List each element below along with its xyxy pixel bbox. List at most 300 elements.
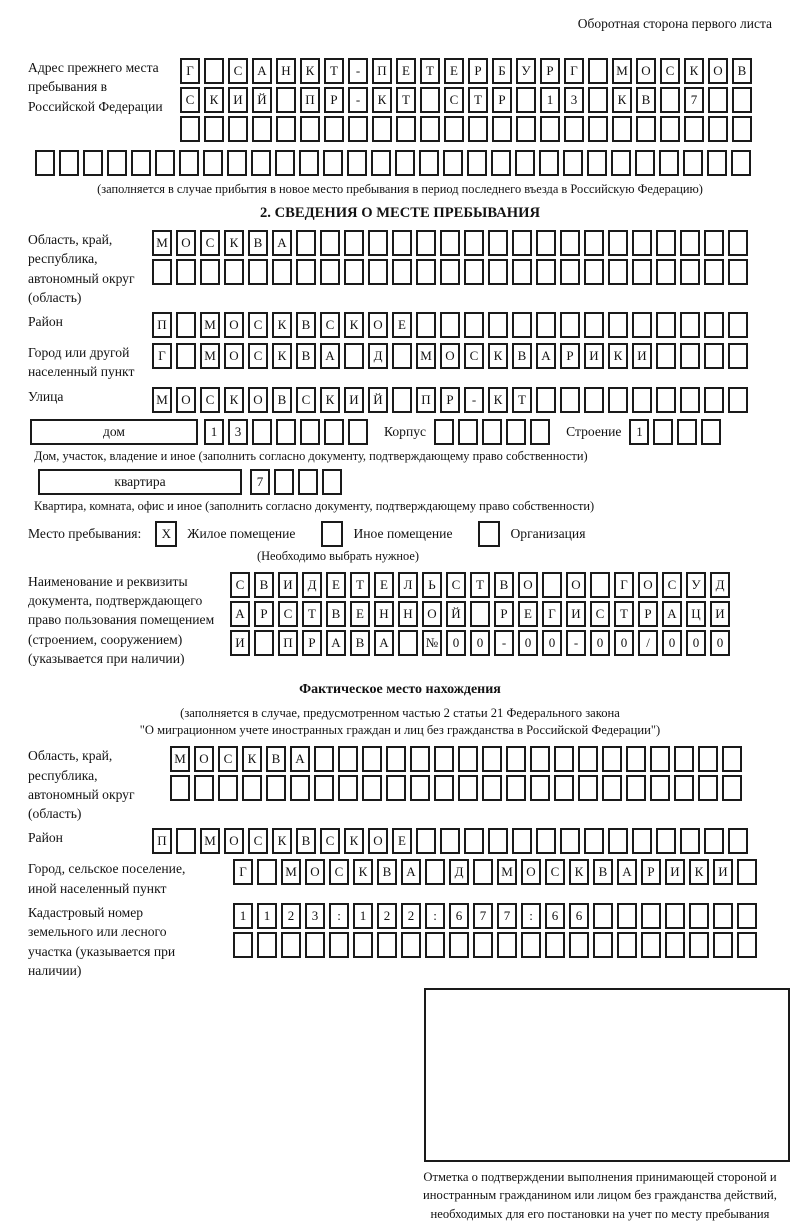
char-cell bbox=[348, 116, 368, 142]
char-cell bbox=[584, 387, 604, 413]
char-cell: В bbox=[326, 601, 346, 627]
char-cell bbox=[420, 116, 440, 142]
char-cell: / bbox=[638, 630, 658, 656]
confirmation-stamp-box bbox=[424, 988, 790, 1162]
previous-address-label: Адрес прежнего места пребывания в Российской Федерации bbox=[28, 60, 163, 114]
actual-location-note-2: "О миграционном учете иностранных граждан и лиц без гражданства в Российской Федерации") bbox=[139, 723, 661, 738]
char-cell bbox=[491, 150, 511, 176]
char-cell bbox=[512, 828, 532, 854]
char-cell bbox=[434, 775, 454, 801]
char-cell: : bbox=[329, 903, 349, 929]
char-cell bbox=[473, 859, 493, 885]
char-cell: - bbox=[348, 87, 368, 113]
char-cell: И bbox=[566, 601, 586, 627]
char-cell bbox=[329, 932, 349, 958]
char-cell bbox=[392, 387, 412, 413]
char-cell: О bbox=[518, 572, 538, 598]
char-cell bbox=[516, 116, 536, 142]
char-cell: 6 bbox=[449, 903, 469, 929]
char-cell: 1 bbox=[257, 903, 277, 929]
district-field bbox=[28, 312, 772, 338]
char-cell: - bbox=[348, 58, 368, 84]
char-cell bbox=[587, 150, 607, 176]
char-cell bbox=[362, 746, 382, 772]
actual-region-row-2 bbox=[170, 775, 742, 801]
char-cell: М bbox=[200, 828, 220, 854]
char-cell: К bbox=[488, 387, 508, 413]
char-cell: 1 bbox=[233, 903, 253, 929]
previous-address-block bbox=[28, 58, 772, 145]
char-cell bbox=[473, 932, 493, 958]
char-cell: О bbox=[636, 58, 656, 84]
page-side-note: Оборотная сторона первого листа bbox=[577, 16, 772, 31]
section2-title: 2. СВЕДЕНИЯ О МЕСТЕ ПРЕБЫВАНИЯ bbox=[259, 205, 540, 221]
char-cell bbox=[569, 932, 589, 958]
char-cell bbox=[416, 259, 436, 285]
char-cell bbox=[545, 932, 565, 958]
char-cell bbox=[344, 259, 364, 285]
char-cell bbox=[698, 746, 718, 772]
char-cell: 7 bbox=[473, 903, 493, 929]
char-cell bbox=[386, 746, 406, 772]
char-cell bbox=[420, 87, 440, 113]
char-cell: С bbox=[200, 230, 220, 256]
char-cell bbox=[392, 230, 412, 256]
previous-address-rows bbox=[180, 58, 752, 145]
char-cell: П bbox=[152, 828, 172, 854]
char-cell bbox=[704, 387, 724, 413]
char-cell bbox=[708, 116, 728, 142]
char-cell: И bbox=[584, 343, 604, 369]
char-cell bbox=[458, 775, 478, 801]
char-cell: У bbox=[686, 572, 706, 598]
char-cell bbox=[324, 419, 344, 445]
char-cell bbox=[704, 343, 724, 369]
char-cell bbox=[59, 150, 79, 176]
char-cell bbox=[276, 116, 296, 142]
char-cell: А bbox=[290, 746, 310, 772]
char-cell: Р bbox=[540, 58, 560, 84]
char-cell bbox=[737, 932, 757, 958]
char-cell: О bbox=[440, 343, 460, 369]
char-cell: И bbox=[710, 601, 730, 627]
char-cell bbox=[506, 775, 526, 801]
char-cell bbox=[563, 150, 583, 176]
char-cell: С bbox=[662, 572, 682, 598]
char-cell: Г bbox=[542, 601, 562, 627]
char-cell bbox=[458, 746, 478, 772]
char-cell: Г bbox=[152, 343, 172, 369]
cadastre-row-2 bbox=[233, 932, 757, 958]
char-cell bbox=[593, 903, 613, 929]
char-cell: О bbox=[176, 230, 196, 256]
apartment-row bbox=[250, 469, 342, 495]
char-cell: Ц bbox=[686, 601, 706, 627]
char-cell bbox=[650, 746, 670, 772]
char-cell: И bbox=[713, 859, 733, 885]
char-cell: Й bbox=[252, 87, 272, 113]
actual-district-row bbox=[152, 828, 748, 854]
char-cell: К bbox=[488, 343, 508, 369]
char-cell: 6 bbox=[545, 903, 565, 929]
char-cell bbox=[588, 116, 608, 142]
char-cell bbox=[228, 116, 248, 142]
ownership-document-row-1 bbox=[230, 572, 730, 598]
char-cell: В bbox=[732, 58, 752, 84]
char-cell: И bbox=[344, 387, 364, 413]
previous-address-note: (заполняется в случае прибытия в новое место пребывания в период последнего въезда в Российскую Федерацию) bbox=[97, 182, 703, 196]
char-cell bbox=[425, 859, 445, 885]
char-cell bbox=[464, 828, 484, 854]
char-cell bbox=[362, 775, 382, 801]
char-cell bbox=[626, 775, 646, 801]
stay-type-label: Место пребывания: bbox=[28, 525, 142, 541]
char-cell bbox=[398, 630, 418, 656]
char-cell: О bbox=[566, 572, 586, 598]
char-cell bbox=[416, 828, 436, 854]
actual-region-label: Область, край, республика, автономный округ (область) bbox=[28, 748, 135, 822]
char-cell bbox=[698, 775, 718, 801]
char-cell bbox=[276, 419, 296, 445]
region-row-1 bbox=[152, 230, 748, 256]
char-cell bbox=[274, 469, 294, 495]
char-cell bbox=[386, 775, 406, 801]
char-cell bbox=[590, 572, 610, 598]
char-cell: 2 bbox=[281, 903, 301, 929]
char-cell: 0 bbox=[542, 630, 562, 656]
stay-option-dwelling-label: Жилое помещение bbox=[187, 525, 296, 541]
stay-option-dwelling-checkbox: X bbox=[155, 521, 177, 547]
char-cell bbox=[530, 775, 550, 801]
char-cell: О bbox=[305, 859, 325, 885]
char-cell bbox=[180, 116, 200, 142]
char-cell bbox=[728, 387, 748, 413]
char-cell: 3 bbox=[228, 419, 248, 445]
char-cell bbox=[449, 932, 469, 958]
char-cell bbox=[554, 746, 574, 772]
char-cell bbox=[252, 116, 272, 142]
actual-region-row-1 bbox=[170, 746, 742, 772]
char-cell: О bbox=[368, 312, 388, 338]
char-cell: Р bbox=[302, 630, 322, 656]
char-cell bbox=[542, 572, 562, 598]
char-cell bbox=[632, 387, 652, 413]
char-cell bbox=[713, 932, 733, 958]
char-cell bbox=[641, 932, 661, 958]
char-cell: 0 bbox=[614, 630, 634, 656]
char-cell bbox=[488, 230, 508, 256]
char-cell bbox=[713, 903, 733, 929]
char-cell bbox=[227, 150, 247, 176]
char-cell: Д bbox=[449, 859, 469, 885]
char-cell bbox=[204, 116, 224, 142]
char-cell: С bbox=[230, 572, 250, 598]
char-cell: П bbox=[278, 630, 298, 656]
char-cell bbox=[680, 387, 700, 413]
char-cell: Т bbox=[614, 601, 634, 627]
char-cell: 3 bbox=[305, 903, 325, 929]
char-cell bbox=[731, 150, 751, 176]
char-cell bbox=[593, 932, 613, 958]
char-cell: О bbox=[224, 343, 244, 369]
char-cell bbox=[506, 419, 526, 445]
char-cell: К bbox=[272, 343, 292, 369]
char-cell bbox=[602, 775, 622, 801]
street-field bbox=[28, 387, 772, 413]
cadastre-label: Кадастровый номер земельного или лесного участка (указывается при наличии) bbox=[28, 905, 176, 978]
char-cell: И bbox=[665, 859, 685, 885]
char-cell: 7 bbox=[497, 903, 517, 929]
char-cell: У bbox=[516, 58, 536, 84]
char-cell: № bbox=[422, 630, 442, 656]
char-cell bbox=[320, 230, 340, 256]
char-cell bbox=[392, 343, 412, 369]
char-cell: Й bbox=[446, 601, 466, 627]
char-cell bbox=[257, 932, 277, 958]
char-cell: М bbox=[416, 343, 436, 369]
char-cell bbox=[468, 116, 488, 142]
char-cell bbox=[602, 746, 622, 772]
char-cell bbox=[482, 419, 502, 445]
char-cell bbox=[176, 828, 196, 854]
char-cell: О bbox=[708, 58, 728, 84]
actual-location-title: Фактическое место нахождения bbox=[299, 682, 501, 698]
char-cell: Е bbox=[396, 58, 416, 84]
char-cell: Т bbox=[324, 58, 344, 84]
char-cell: Е bbox=[350, 601, 370, 627]
char-cell bbox=[560, 312, 580, 338]
char-cell bbox=[660, 87, 680, 113]
char-cell: С bbox=[320, 312, 340, 338]
char-cell: С bbox=[218, 746, 238, 772]
char-cell: С bbox=[228, 58, 248, 84]
char-cell bbox=[233, 932, 253, 958]
previous-address-row-2 bbox=[180, 87, 752, 113]
char-cell: М bbox=[152, 230, 172, 256]
district-row bbox=[152, 312, 748, 338]
char-cell: К bbox=[300, 58, 320, 84]
char-cell bbox=[320, 259, 340, 285]
char-cell: Й bbox=[368, 387, 388, 413]
char-cell bbox=[488, 259, 508, 285]
char-cell bbox=[458, 419, 478, 445]
char-cell: Р bbox=[641, 859, 661, 885]
char-cell bbox=[674, 746, 694, 772]
char-cell bbox=[200, 259, 220, 285]
char-cell: Г bbox=[614, 572, 634, 598]
actual-city-row bbox=[233, 859, 757, 885]
char-cell: Р bbox=[560, 343, 580, 369]
char-cell bbox=[656, 312, 676, 338]
char-cell: Н bbox=[374, 601, 394, 627]
char-cell: 1 bbox=[353, 903, 373, 929]
char-cell bbox=[584, 259, 604, 285]
char-cell bbox=[656, 259, 676, 285]
char-cell bbox=[314, 746, 334, 772]
char-cell: С bbox=[248, 828, 268, 854]
char-cell bbox=[684, 116, 704, 142]
char-cell bbox=[266, 775, 286, 801]
stroenie-label: Строение bbox=[566, 423, 622, 439]
previous-address-row-4 bbox=[35, 150, 772, 176]
char-cell: К bbox=[272, 312, 292, 338]
char-cell bbox=[248, 259, 268, 285]
char-cell bbox=[482, 746, 502, 772]
char-cell bbox=[434, 419, 454, 445]
confirmation-stamp-note: Отметка о подтверждении выполнения принимающей стороной и иностранным гражданином или лицом без гражданства действий, необходимых для его постановки на учет по месту пребывания bbox=[423, 1170, 777, 1221]
char-cell: Т bbox=[396, 87, 416, 113]
char-cell bbox=[722, 775, 742, 801]
char-cell: Е bbox=[392, 312, 412, 338]
char-cell: В bbox=[266, 746, 286, 772]
char-cell bbox=[344, 230, 364, 256]
apartment-box-label: квартира bbox=[38, 469, 242, 495]
stay-type-note: (Необходимо выбрать нужное) bbox=[256, 548, 420, 563]
char-cell bbox=[665, 903, 685, 929]
char-cell bbox=[368, 230, 388, 256]
char-cell: В bbox=[377, 859, 397, 885]
char-cell: О bbox=[638, 572, 658, 598]
char-cell: С bbox=[278, 601, 298, 627]
char-cell: Е bbox=[392, 828, 412, 854]
ownership-document-row-2 bbox=[230, 601, 730, 627]
char-cell bbox=[176, 343, 196, 369]
char-cell: К bbox=[569, 859, 589, 885]
char-cell bbox=[257, 859, 277, 885]
char-cell bbox=[659, 150, 679, 176]
char-cell: В bbox=[254, 572, 274, 598]
char-cell: В bbox=[296, 312, 316, 338]
char-cell: Т bbox=[420, 58, 440, 84]
char-cell: В bbox=[512, 343, 532, 369]
char-cell: С bbox=[444, 87, 464, 113]
char-cell: А bbox=[320, 343, 340, 369]
char-cell bbox=[324, 116, 344, 142]
char-cell bbox=[680, 230, 700, 256]
stay-option-organization-label: Организация bbox=[510, 525, 586, 541]
char-cell: С bbox=[296, 387, 316, 413]
char-cell bbox=[608, 828, 628, 854]
char-cell bbox=[395, 150, 415, 176]
char-cell bbox=[155, 150, 175, 176]
city-row bbox=[152, 343, 748, 369]
char-cell bbox=[338, 775, 358, 801]
house-box-label: дом bbox=[30, 419, 198, 445]
char-cell bbox=[656, 387, 676, 413]
char-cell bbox=[506, 746, 526, 772]
char-cell: 2 bbox=[377, 903, 397, 929]
char-cell: К bbox=[320, 387, 340, 413]
char-cell bbox=[560, 828, 580, 854]
char-cell bbox=[516, 87, 536, 113]
char-cell: М bbox=[497, 859, 517, 885]
char-cell bbox=[347, 150, 367, 176]
char-cell: 0 bbox=[662, 630, 682, 656]
char-cell bbox=[539, 150, 559, 176]
char-cell bbox=[536, 828, 556, 854]
char-cell bbox=[708, 87, 728, 113]
char-cell: : bbox=[425, 903, 445, 929]
char-cell bbox=[425, 932, 445, 958]
char-cell: В bbox=[272, 387, 292, 413]
char-cell: А bbox=[230, 601, 250, 627]
region-row-2 bbox=[152, 259, 748, 285]
char-cell: Ь bbox=[422, 572, 442, 598]
char-cell: А bbox=[326, 630, 346, 656]
char-cell bbox=[680, 343, 700, 369]
char-cell bbox=[632, 259, 652, 285]
char-cell: А bbox=[374, 630, 394, 656]
char-cell bbox=[512, 259, 532, 285]
char-cell bbox=[251, 150, 271, 176]
char-cell: Н bbox=[276, 58, 296, 84]
cadastre-field bbox=[28, 903, 772, 980]
char-cell bbox=[653, 419, 673, 445]
char-cell bbox=[641, 903, 661, 929]
house-number-row bbox=[204, 419, 368, 445]
char-cell bbox=[626, 746, 646, 772]
char-cell bbox=[732, 116, 752, 142]
char-cell: С bbox=[200, 387, 220, 413]
char-cell: 7 bbox=[250, 469, 270, 495]
ownership-document-label: Наименование и реквизиты документа, подтверждающего право пользования помещением (строением, сооружением) (указывается при наличии) bbox=[28, 573, 215, 666]
char-cell bbox=[275, 150, 295, 176]
char-cell bbox=[300, 116, 320, 142]
char-cell: М bbox=[200, 312, 220, 338]
char-cell: Т bbox=[350, 572, 370, 598]
char-cell bbox=[588, 58, 608, 84]
char-cell: К bbox=[224, 387, 244, 413]
char-cell bbox=[464, 312, 484, 338]
char-cell bbox=[488, 312, 508, 338]
char-cell bbox=[170, 775, 190, 801]
char-cell: К bbox=[344, 828, 364, 854]
stroenie-row bbox=[629, 419, 721, 445]
house-note: Дом, участок, владение и иное (заполнить согласно документу, подтверждающему право собственности) bbox=[34, 448, 588, 463]
char-cell bbox=[617, 932, 637, 958]
char-cell bbox=[440, 230, 460, 256]
char-cell: 0 bbox=[686, 630, 706, 656]
char-cell: Е bbox=[444, 58, 464, 84]
char-cell: К bbox=[689, 859, 709, 885]
char-cell: О bbox=[224, 312, 244, 338]
char-cell bbox=[683, 150, 703, 176]
char-cell bbox=[611, 150, 631, 176]
char-cell: В bbox=[248, 230, 268, 256]
char-cell bbox=[83, 150, 103, 176]
char-cell: С bbox=[545, 859, 565, 885]
char-cell bbox=[344, 343, 364, 369]
char-cell bbox=[704, 259, 724, 285]
char-cell: А bbox=[662, 601, 682, 627]
char-cell bbox=[636, 116, 656, 142]
char-cell: В bbox=[636, 87, 656, 113]
char-cell: В bbox=[593, 859, 613, 885]
char-cell bbox=[728, 230, 748, 256]
char-cell bbox=[401, 932, 421, 958]
char-cell bbox=[632, 828, 652, 854]
char-cell bbox=[608, 387, 628, 413]
char-cell: 0 bbox=[590, 630, 610, 656]
char-cell: Д bbox=[710, 572, 730, 598]
char-cell: Д bbox=[302, 572, 322, 598]
char-cell bbox=[396, 116, 416, 142]
char-cell: 0 bbox=[470, 630, 490, 656]
char-cell bbox=[497, 932, 517, 958]
actual-district-field bbox=[28, 828, 772, 854]
char-cell: К bbox=[684, 58, 704, 84]
char-cell: С bbox=[248, 343, 268, 369]
